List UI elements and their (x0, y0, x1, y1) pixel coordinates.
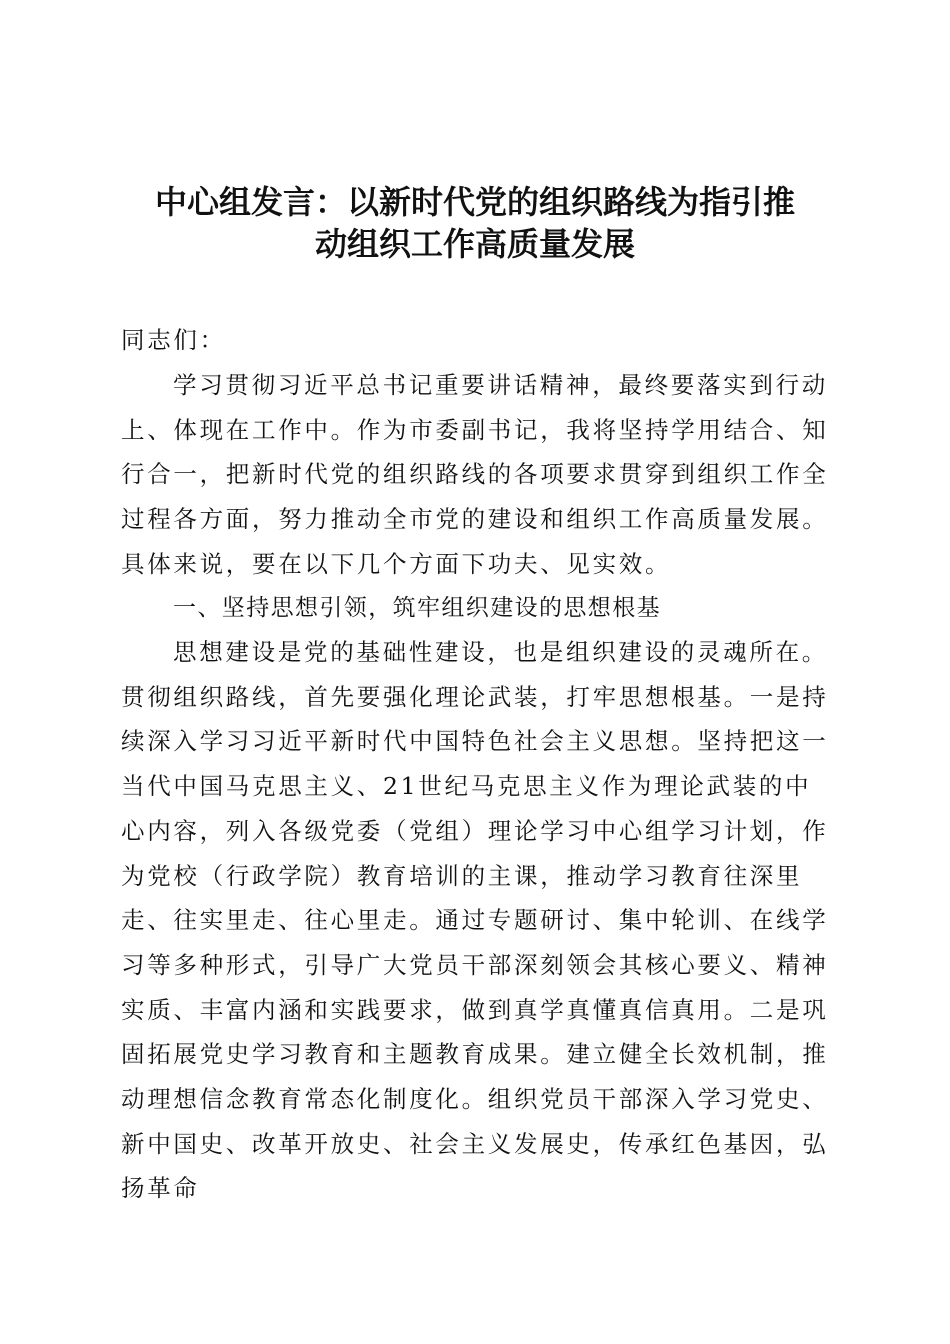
salutation: 同志们： (121, 326, 226, 354)
document-title-line-2: 动组织工作高质量发展 (314, 225, 635, 263)
paragraph-section-1: 思想建设是党的基础性建设，也是组织建设的灵魂所在。贯彻组织路线，首先要强化理论武装，打牢思想根基。一是持续深入学习习近平新时代中国特色社会主义思想。坚持把这一当代中国马克思主义、21世纪马克思主义作为理论武装的中心内容，列入各级党委（党组）理论学习中心组学习计划，作为党校（行政学院）教育培训的主课，推动学习教育往深里走、往实里走、往心里走。通过专题研讨、集中轮训、在线学习等多种形式，引导广大党员干部深刻领会其核心要义、精神实质、丰富内涵和实践要求，做到真学真懂真信真用。二是巩固拓展党史学习教育和主题教育成果。建立健全长效机制，推动理想信念教育常态化制度化。组织党员干部深入学习党史、新中国史、改革开放史、社会主义发展史，传承红色基因，弘扬革命 (121, 638, 829, 1203)
paragraph-intro: 学习贯彻习近平总书记重要讲话精神，最终要落实到行动上、体现在工作中。作为市委副书记，我将坚持学用结合、知行合一，把新时代党的组织路线的各项要求贯穿到组织工作全过程各方面，努力推动全市党的建设和组织工作高质量发展。具体来说，要在以下几个方面下功夫、见实效。 (121, 371, 829, 578)
document-title-line-1: 中心组发言：以新时代党的组织路线为指引推 (154, 183, 795, 221)
section-heading-1: 一、坚持思想引领，筑牢组织建设的思想根基 (173, 595, 661, 621)
